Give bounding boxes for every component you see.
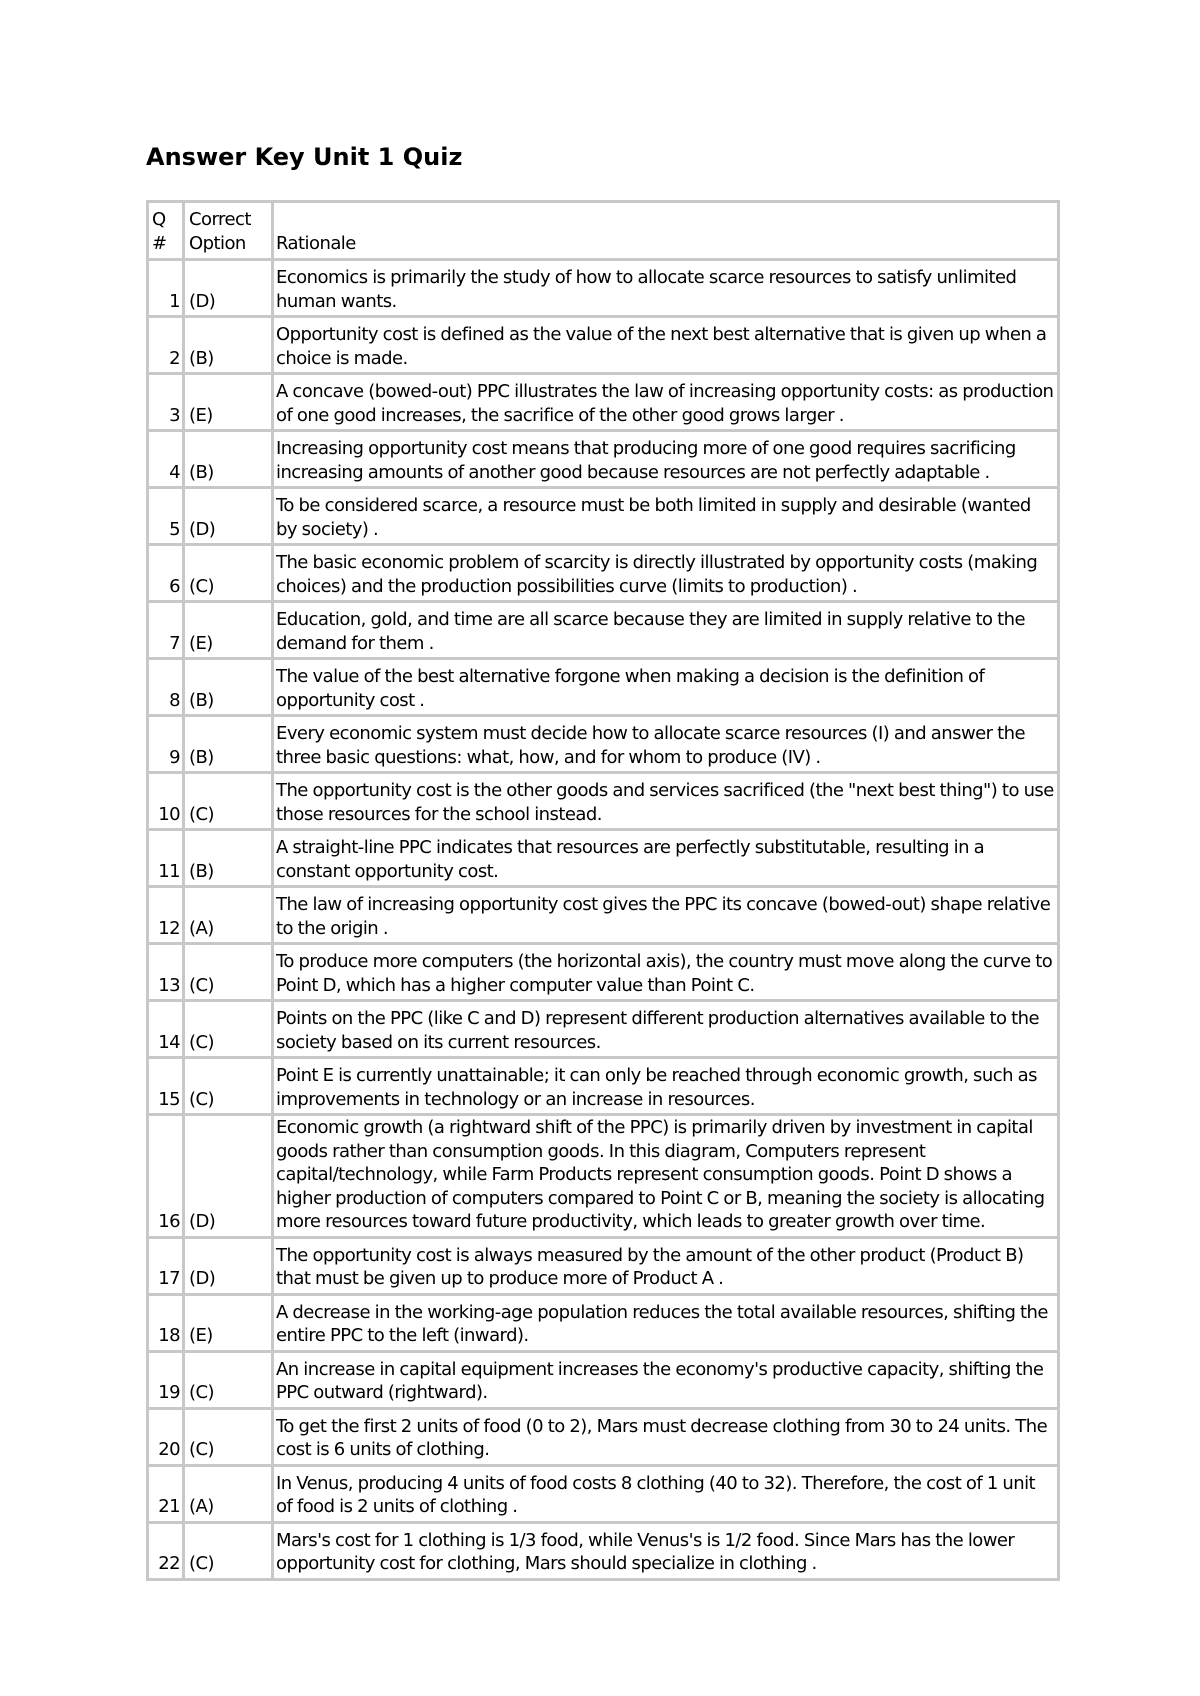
- table-row: [149, 546, 1060, 603]
- header-option-line2: Option: [189, 232, 246, 254]
- table-row: [149, 1353, 1060, 1410]
- table-row: [149, 1002, 1060, 1059]
- question-number-cell: 10: [149, 774, 185, 831]
- question-number-cell: 4: [149, 432, 185, 489]
- correct-option-cell: (C): [185, 1410, 274, 1467]
- table-row: [149, 1116, 1060, 1239]
- table-row: [149, 831, 1060, 888]
- table-row: [149, 945, 1060, 1002]
- correct-option-cell: (E): [185, 1296, 274, 1353]
- table-row: [149, 717, 1060, 774]
- table-row: [149, 1239, 1060, 1296]
- rationale-cell: The basic economic problem of scarcity is directly illustrated by opportunity costs (making choices) and the production possibilities curve (limits to production) .: [274, 546, 1060, 603]
- correct-option-cell: (C): [185, 945, 274, 1002]
- rationale-cell: The law of increasing opportunity cost gives the PPC its concave (bowed-out) shape relative to the origin .: [274, 888, 1060, 945]
- question-number-cell: 5: [149, 489, 185, 546]
- rationale-cell: Increasing opportunity cost means that producing more of one good requires sacrificing increasing amounts of another good because resources are not perfectly adaptable .: [274, 432, 1060, 489]
- correct-option-cell: (B): [185, 831, 274, 888]
- table-row: [149, 432, 1060, 489]
- correct-option-cell: (E): [185, 603, 274, 660]
- question-number-cell: 1: [149, 261, 185, 318]
- question-number-cell: 9: [149, 717, 185, 774]
- question-number-cell: 7: [149, 603, 185, 660]
- correct-option-cell: (B): [185, 318, 274, 375]
- header-q-line2: #: [152, 232, 167, 254]
- question-number-cell: 11: [149, 831, 185, 888]
- table-row: [149, 261, 1060, 318]
- correct-option-cell: (A): [185, 1467, 274, 1524]
- rationale-cell: Opportunity cost is defined as the value of the next best alternative that is given up when a choice is made.: [274, 318, 1060, 375]
- rationale-cell: To get the first 2 units of food (0 to 2), Mars must decrease clothing from 30 to 24 units. The cost is 6 units of clothing.: [274, 1410, 1060, 1467]
- header-option-line1: Correct: [189, 209, 251, 230]
- rationale-cell: An increase in capital equipment increases the economy's productive capacity, shifting the PPC outward (rightward).: [274, 1353, 1060, 1410]
- correct-option-cell: (D): [185, 261, 274, 318]
- question-number-cell: 12: [149, 888, 185, 945]
- rationale-cell: Point E is currently unattainable; it can only be reached through economic growth, such as improvements in technology or an increase in resources.: [274, 1059, 1060, 1116]
- rationale-cell: Points on the PPC (like C and D) represent different production alternatives available to the society based on its current resources.: [274, 1002, 1060, 1059]
- rationale-cell: In Venus, producing 4 units of food costs 8 clothing (40 to 32). Therefore, the cost of 1 unit of food is 2 units of clothing .: [274, 1467, 1060, 1524]
- correct-option-cell: (B): [185, 432, 274, 489]
- correct-option-cell: (C): [185, 546, 274, 603]
- correct-option-cell: (A): [185, 888, 274, 945]
- correct-option-cell: (C): [185, 1002, 274, 1059]
- table-row: [149, 1296, 1060, 1353]
- rationale-cell: Education, gold, and time are all scarce because they are limited in supply relative to the demand for them .: [274, 603, 1060, 660]
- correct-option-cell: (D): [185, 489, 274, 546]
- question-number-cell: 14: [149, 1002, 185, 1059]
- question-number-cell: 20: [149, 1410, 185, 1467]
- rationale-cell: The opportunity cost is the other goods and services sacrificed (the "next best thing") to use those resources for the school instead.: [274, 774, 1060, 831]
- table-row: [149, 489, 1060, 546]
- page-title: Answer Key Unit 1 Quiz: [146, 143, 463, 171]
- table-row: [149, 1410, 1060, 1467]
- header-correct-option: [185, 203, 274, 261]
- rationale-cell: A straight-line PPC indicates that resources are perfectly substitutable, resulting in a constant opportunity cost.: [274, 831, 1060, 888]
- table-row: [149, 1524, 1060, 1581]
- question-number-cell: 3: [149, 375, 185, 432]
- question-number-cell: 18: [149, 1296, 185, 1353]
- table-row: [149, 888, 1060, 945]
- question-number-cell: 21: [149, 1467, 185, 1524]
- header-q-line1: Q: [152, 209, 166, 230]
- correct-option-cell: (C): [185, 1353, 274, 1410]
- table-row: [149, 318, 1060, 375]
- table-row: [149, 375, 1060, 432]
- correct-option-cell: (C): [185, 1059, 274, 1116]
- correct-option-cell: (E): [185, 375, 274, 432]
- correct-option-cell: (C): [185, 1524, 274, 1581]
- table-header-row: [149, 203, 1060, 261]
- rationale-cell: To produce more computers (the horizontal axis), the country must move along the curve to Point D, which has a higher computer value than Point C.: [274, 945, 1060, 1002]
- rationale-cell: The opportunity cost is always measured by the amount of the other product (Product B) that must be given up to produce more of Product A .: [274, 1239, 1060, 1296]
- question-number-cell: 22: [149, 1524, 185, 1581]
- rationale-cell: To be considered scarce, a resource must be both limited in supply and desirable (wanted by society) .: [274, 489, 1060, 546]
- rationale-cell: Economics is primarily the study of how to allocate scarce resources to satisfy unlimited human wants.: [274, 261, 1060, 318]
- rationale-cell: Economic growth (a rightward shift of the PPC) is primarily driven by investment in capital goods rather than consumption goods. In this diagram, Computers represent capital/technology, while Farm Products represent consumption goods. Point D shows a higher production of computers compared to Point C or B, meaning the society is allocating more resources toward future productivity, which leads to greater growth over time.: [274, 1116, 1060, 1239]
- table-row: [149, 660, 1060, 717]
- correct-option-cell: (D): [185, 1239, 274, 1296]
- correct-option-cell: (C): [185, 774, 274, 831]
- table-row: [149, 774, 1060, 831]
- table-row: [149, 603, 1060, 660]
- table-row: [149, 1467, 1060, 1524]
- header-rationale: Rationale: [274, 203, 1060, 261]
- question-number-cell: 16: [149, 1116, 185, 1239]
- correct-option-cell: (D): [185, 1116, 274, 1239]
- question-number-cell: 19: [149, 1353, 185, 1410]
- question-number-cell: 8: [149, 660, 185, 717]
- rationale-cell: A concave (bowed-out) PPC illustrates the law of increasing opportunity costs: as production of one good increases, the sacrifice of the other good grows larger .: [274, 375, 1060, 432]
- question-number-cell: 2: [149, 318, 185, 375]
- question-number-cell: 6: [149, 546, 185, 603]
- question-number-cell: 15: [149, 1059, 185, 1116]
- header-question-number: [149, 203, 185, 261]
- answer-key-table: [146, 200, 1060, 1581]
- rationale-cell: The value of the best alternative forgone when making a decision is the definition of opportunity cost .: [274, 660, 1060, 717]
- question-number-cell: 13: [149, 945, 185, 1002]
- rationale-cell: Every economic system must decide how to allocate scarce resources (I) and answer the three basic questions: what, how, and for whom to produce (IV) .: [274, 717, 1060, 774]
- rationale-cell: A decrease in the working-age population reduces the total available resources, shifting the entire PPC to the left (inward).: [274, 1296, 1060, 1353]
- answer-key-table-body: [149, 203, 1060, 1581]
- question-number-cell: 17: [149, 1239, 185, 1296]
- table-row: [149, 1059, 1060, 1116]
- correct-option-cell: (B): [185, 717, 274, 774]
- correct-option-cell: (B): [185, 660, 274, 717]
- rationale-cell: Mars's cost for 1 clothing is 1/3 food, while Venus's is 1/2 food. Since Mars has the lower opportunity cost for clothing, Mars should specialize in clothing .: [274, 1524, 1060, 1581]
